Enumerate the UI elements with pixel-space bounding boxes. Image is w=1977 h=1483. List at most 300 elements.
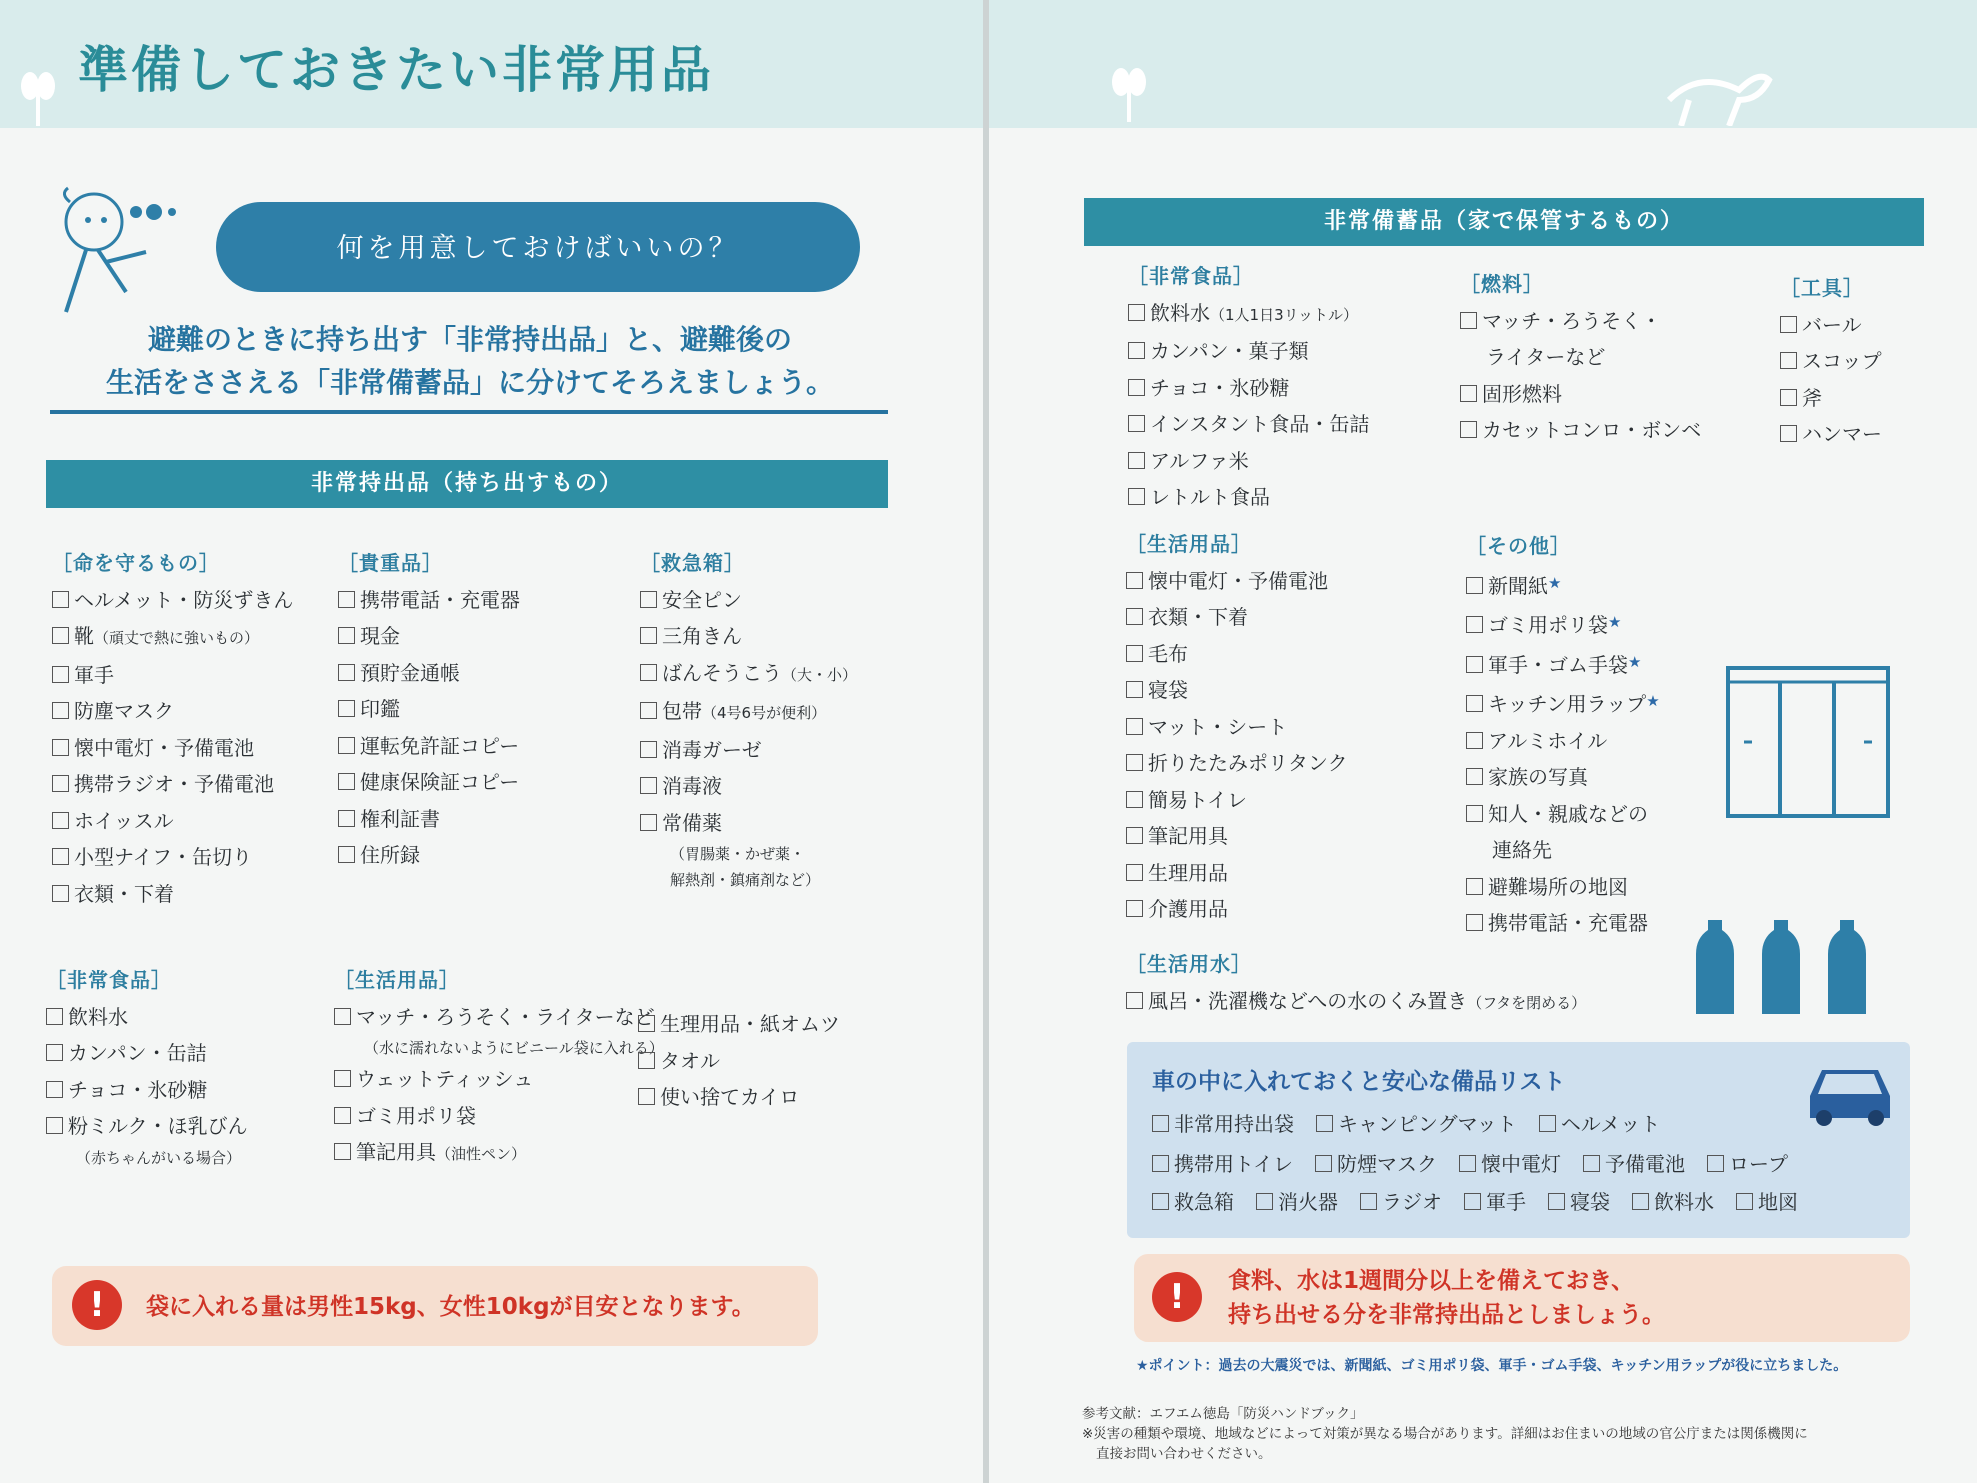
checkbox[interactable]: [1128, 379, 1145, 396]
checklist-item-label: 筆記用具: [1148, 824, 1228, 848]
checklist-item[interactable]: [52, 803, 293, 840]
checklist-item-label: 固形燃料: [1482, 381, 1562, 406]
car-list-item[interactable]: [1152, 1152, 1293, 1176]
checklist-item-label: 包帯: [662, 699, 702, 723]
checklist-item-label: 毛布: [1148, 641, 1188, 666]
car-list-item[interactable]: [1548, 1190, 1610, 1214]
section-note: （赤ちゃんがいる場合）: [76, 1148, 242, 1167]
checkbox[interactable]: [640, 591, 657, 608]
checkbox[interactable]: [1126, 864, 1143, 881]
reference-note: 参考文献：エフエム徳島「防災ハンドブック」: [1082, 1406, 1364, 1422]
section-fuel: [1460, 266, 1701, 449]
car-list-item[interactable]: [1583, 1152, 1685, 1176]
car-list-item[interactable]: [1459, 1152, 1561, 1176]
checkbox[interactable]: [1126, 608, 1143, 625]
section-note: （胃腸薬・かぜ薬・: [670, 845, 806, 863]
checklist-item-note: （大・小）: [782, 665, 858, 684]
car-list-item[interactable]: [1539, 1112, 1660, 1136]
checklist-item[interactable]: [334, 1134, 664, 1173]
section-note: （水に濡れないようにビニール袋に入れる）: [364, 1039, 664, 1057]
checklist-item[interactable]: [1466, 604, 1660, 644]
checkbox[interactable]: [1126, 718, 1143, 735]
checklist-item-label: 筆記用具: [356, 1140, 436, 1164]
section-utility-water: [1126, 946, 1586, 1021]
checkbox[interactable]: [46, 1008, 63, 1025]
checklist-item-note: （4号6号が便利）: [702, 704, 827, 722]
exclamation-icon: !: [1152, 1272, 1202, 1322]
checklist-item[interactable]: [338, 655, 520, 692]
checklist-item-label: 避難場所の地図: [1488, 874, 1628, 899]
checklist-item-label: 現金: [360, 624, 400, 648]
checklist-item[interactable]: [640, 618, 857, 655]
checkbox[interactable]: [1126, 681, 1143, 698]
section-first-aid: [640, 545, 857, 893]
checkbox[interactable]: [52, 848, 69, 865]
checklist-item-label: 安全ピン: [662, 587, 742, 612]
checklist-item[interactable]: [52, 582, 293, 619]
checklist-item[interactable]: [1126, 599, 1348, 636]
checkbox[interactable]: [1316, 1115, 1333, 1132]
car-list-item[interactable]: [1152, 1112, 1294, 1136]
checkbox[interactable]: [1780, 316, 1797, 333]
checkbox[interactable]: [638, 1052, 655, 1069]
checklist-item[interactable]: [52, 730, 293, 767]
checkbox[interactable]: [1707, 1155, 1724, 1172]
checklist-item-label: 飲料水: [68, 1004, 128, 1029]
checklist-item-label: 折りたたみポリタンク: [1148, 751, 1348, 775]
checklist-item-label: 粉ミルク・ほ乳びん: [68, 1114, 248, 1138]
checkbox[interactable]: [52, 739, 69, 756]
checklist-item-label: 権利証書: [360, 806, 440, 831]
checklist-item-label: 印鑑: [360, 697, 400, 721]
checkbox[interactable]: [1466, 878, 1483, 895]
checklist-item[interactable]: [1128, 443, 1369, 480]
checkbox[interactable]: [1315, 1155, 1332, 1172]
checklist-item[interactable]: [1466, 644, 1660, 684]
checklist-item[interactable]: [52, 693, 293, 730]
checkbox[interactable]: [1466, 656, 1483, 673]
checklist-item-label: 簡易トイレ: [1148, 787, 1247, 812]
checklist-item-label: 介護用品: [1148, 897, 1228, 921]
section-stock-daily-goods: [1126, 526, 1348, 928]
weight-warning-text: 袋に入れる量は男性15kg、女性10kgが目安となります。: [146, 1294, 755, 1320]
checkbox[interactable]: [1466, 695, 1483, 712]
checklist-item[interactable]: [1466, 869, 1660, 906]
lead-text: [50, 318, 890, 404]
checkbox[interactable]: [1128, 488, 1145, 505]
checklist-item[interactable]: [338, 764, 520, 801]
section-other: [1466, 528, 1660, 942]
checklist-item[interactable]: [1128, 295, 1369, 334]
checklist-item[interactable]: [1128, 333, 1369, 370]
checklist-item-label: 運転免許証コピー: [360, 733, 520, 758]
checkbox[interactable]: [52, 666, 69, 683]
checklist-item-label: カセットコンロ・ボンベ: [1482, 418, 1702, 442]
checkbox[interactable]: [52, 591, 69, 608]
checkbox[interactable]: [1466, 805, 1483, 822]
car-list-row-3: [1152, 1186, 1820, 1215]
checkbox[interactable]: [338, 664, 355, 681]
disclaimer-note: [1082, 1424, 1808, 1464]
checkbox[interactable]: [46, 1117, 63, 1134]
car-list-item[interactable]: [1256, 1190, 1338, 1214]
checklist-item[interactable]: [334, 999, 664, 1036]
checklist-item[interactable]: [338, 691, 520, 728]
checklist-item[interactable]: [1466, 759, 1660, 796]
section-heading: ［その他］: [1466, 534, 1571, 558]
checkbox[interactable]: [1128, 415, 1145, 432]
checklist-item[interactable]: [1780, 416, 1882, 453]
checklist-item-label: ハンマー: [1802, 422, 1882, 446]
checklist-item[interactable]: [52, 876, 293, 913]
checkbox[interactable]: [52, 702, 69, 719]
checkbox[interactable]: [1583, 1155, 1600, 1172]
water-bottles-icon: [1694, 918, 1886, 1018]
checkbox[interactable]: [640, 777, 657, 794]
carry-out-banner: 非常持出品（持ち出すもの）: [46, 460, 888, 508]
car-list-item-label: 救急箱: [1174, 1190, 1234, 1214]
checklist-item[interactable]: [1460, 303, 1701, 340]
checklist-item[interactable]: [1780, 307, 1882, 344]
checklist-item-label: 生理用品・紙オムツ: [660, 1012, 840, 1036]
checklist-item[interactable]: [1128, 406, 1369, 443]
checklist-item[interactable]: [338, 837, 520, 874]
checklist-item[interactable]: [338, 582, 520, 619]
checkbox[interactable]: [1126, 827, 1143, 844]
checkbox[interactable]: [1152, 1155, 1169, 1172]
left-page: [0, 0, 983, 1483]
checklist-item-label: 健康保険証コピー: [360, 770, 520, 794]
checklist-item[interactable]: [1126, 891, 1348, 928]
checklist-item[interactable]: [1126, 782, 1348, 819]
checklist-item[interactable]: [1460, 376, 1701, 413]
checklist-item-label: 靴: [74, 624, 94, 648]
checkbox[interactable]: [1548, 1193, 1565, 1210]
checklist-item[interactable]: [338, 728, 520, 765]
checklist-item-label: マッチ・ろうそく・: [1482, 308, 1662, 333]
checklist-item[interactable]: [640, 805, 857, 842]
checklist-item[interactable]: [52, 766, 293, 803]
checklist-item-label: 寝袋: [1148, 678, 1188, 702]
star-mark-icon: ★: [1646, 692, 1660, 710]
disclaimer-line-1: ※災害の種類や環境、地域などによって対策が異なる場合があります。詳細はお住まいの地域の官公庁または関係機関に: [1082, 1426, 1808, 1442]
checklist-item[interactable]: [1126, 818, 1348, 855]
car-list-item[interactable]: [1632, 1190, 1714, 1214]
car-list-item[interactable]: [1152, 1190, 1234, 1214]
checklist-item-label: バール: [1802, 312, 1862, 337]
checkbox[interactable]: [1466, 914, 1483, 931]
checklist-item[interactable]: [334, 1098, 664, 1135]
checklist-item-label: 衣類・下着: [74, 881, 174, 906]
checklist-item[interactable]: [1126, 672, 1348, 709]
section-heading: ［生活用品］: [1126, 532, 1252, 556]
checkbox[interactable]: [638, 1088, 655, 1105]
section-heading: ［非常食品］: [1128, 264, 1254, 288]
checkbox[interactable]: [640, 664, 657, 681]
checklist-item-label: 衣類・下着: [1148, 605, 1248, 629]
checklist-item-label: 生理用品: [1148, 860, 1228, 885]
section-heading: ［生活用品］: [334, 968, 460, 992]
checkbox[interactable]: [1539, 1115, 1556, 1132]
checklist-item[interactable]: [1126, 636, 1348, 673]
checklist-item-label: レトルト食品: [1150, 485, 1270, 509]
checkbox[interactable]: [1126, 992, 1143, 1009]
checklist-item[interactable]: [640, 732, 857, 769]
checkbox[interactable]: [334, 1070, 351, 1087]
checkbox[interactable]: [1459, 1155, 1476, 1172]
checkbox[interactable]: [1152, 1115, 1169, 1132]
checklist-item-label: 懐中電灯・予備電池: [74, 735, 254, 760]
checklist-item-label: 斧: [1802, 385, 1822, 410]
car-icon: [1800, 1056, 1900, 1128]
checkbox[interactable]: [1632, 1193, 1649, 1210]
checklist-item[interactable]: [1460, 412, 1701, 449]
checkbox[interactable]: [338, 700, 355, 717]
checklist-item[interactable]: [52, 657, 293, 694]
car-list-item[interactable]: [1315, 1152, 1437, 1176]
checklist-item-label: スコップ: [1802, 349, 1882, 373]
checkbox[interactable]: [640, 627, 657, 644]
checkbox[interactable]: [1466, 577, 1483, 594]
checklist-item[interactable]: [1126, 983, 1586, 1022]
checklist-item-label: マット・シート: [1148, 714, 1288, 739]
checklist-item-label: 消毒ガーゼ: [662, 737, 762, 762]
checklist-item[interactable]: [1126, 745, 1348, 782]
checklist-item-label: 軍手: [74, 662, 114, 687]
car-list-item-label: キャンピングマット: [1338, 1112, 1517, 1136]
car-list-item-label: 懐中電灯: [1481, 1152, 1561, 1176]
checkbox[interactable]: [338, 773, 355, 790]
checklist-item[interactable]: [1466, 565, 1660, 605]
checkbox[interactable]: [334, 1143, 351, 1160]
car-list-item-label: 非常用持出袋: [1174, 1112, 1294, 1136]
checklist-item-label: 携帯電話・充電器: [1488, 911, 1648, 935]
checklist-item-label: カンパン・缶詰: [68, 1041, 207, 1065]
checkbox[interactable]: [338, 737, 355, 754]
checklist-item[interactable]: [1128, 370, 1369, 407]
section-emergency-food: [46, 962, 248, 1171]
section-heading: ［貴重品］: [338, 551, 443, 575]
checkbox[interactable]: [1464, 1193, 1481, 1210]
checklist-item[interactable]: [1466, 832, 1660, 869]
car-list-item-label: 防煙マスク: [1337, 1152, 1437, 1176]
checkbox[interactable]: [638, 1015, 655, 1032]
car-list-row-1: [1152, 1108, 1682, 1137]
checklist-item[interactable]: [640, 768, 857, 805]
sprout-decoration-icon: [18, 60, 58, 126]
checklist-item-label: 風呂・洗濯機などへの水のくみ置き: [1148, 988, 1468, 1013]
checkbox[interactable]: [1460, 385, 1477, 402]
checklist-item-label: カンパン・菓子類: [1150, 339, 1309, 363]
car-list-item-label: ロープ: [1729, 1152, 1788, 1176]
checklist-item-note: （油性ペン）: [436, 1145, 527, 1163]
checkbox[interactable]: [52, 627, 69, 644]
checklist-item-label: 飲料水: [1150, 300, 1210, 325]
checkbox[interactable]: [1780, 389, 1797, 406]
disclaimer-line-2: 直接お問い合わせください。: [1096, 1446, 1272, 1462]
checkbox[interactable]: [1460, 312, 1477, 329]
checklist-item[interactable]: [640, 655, 857, 694]
checklist-item-label: 軍手・ゴム手袋: [1488, 652, 1628, 677]
section-tools: [1780, 270, 1882, 453]
checklist-item[interactable]: [1126, 563, 1348, 600]
checkbox[interactable]: [338, 627, 355, 644]
checklist-item[interactable]: [46, 1072, 248, 1109]
checklist-item[interactable]: [1460, 339, 1701, 376]
checklist-item[interactable]: [640, 693, 857, 732]
checklist-item[interactable]: [1126, 709, 1348, 746]
dog-decoration-icon: [1659, 50, 1779, 126]
checklist-item[interactable]: [1466, 796, 1660, 833]
section-heading: ［非常食品］: [46, 968, 172, 992]
checkbox[interactable]: [46, 1081, 63, 1098]
checkbox[interactable]: [1466, 732, 1483, 749]
star-mark-icon: ★: [1608, 613, 1622, 631]
lead-line-2: 生活をささえる「非常備蓄品」に分けてそろえましょう。: [105, 366, 834, 399]
car-list-item[interactable]: [1464, 1190, 1526, 1214]
section-valuables: [338, 545, 520, 874]
checklist-item-label: アルミホイル: [1488, 728, 1608, 753]
lead-line-1: 避難のときに持ち出す「非常持出品」と、避難後の: [147, 323, 792, 356]
checkbox[interactable]: [1126, 754, 1143, 771]
page-title: 準備しておきたい非常用品: [78, 41, 714, 99]
car-list-item-label: 軍手: [1486, 1190, 1526, 1214]
section-heading: ［工具］: [1780, 276, 1864, 300]
checklist-item-label: 知人・親戚などの: [1488, 801, 1648, 826]
star-mark-icon: ★: [1548, 573, 1562, 592]
checklist-item[interactable]: [338, 801, 520, 838]
checklist-item-label: マッチ・ろうそく・ライターなど: [356, 1004, 655, 1029]
checklist-item[interactable]: [334, 1061, 664, 1098]
checkbox[interactable]: [1780, 425, 1797, 442]
checklist-item-label: 預貯金通帳: [360, 660, 460, 685]
checklist-item[interactable]: [1780, 380, 1882, 417]
checklist-item-label: ゴミ用ポリ袋: [1488, 613, 1608, 637]
checklist-item-label: ゴミ用ポリ袋: [356, 1103, 476, 1128]
checkbox[interactable]: [1256, 1193, 1273, 1210]
star-mark-icon: ★: [1628, 652, 1642, 671]
checklist-item-note: （頑丈で熱に強いもの）: [94, 629, 260, 647]
checkbox[interactable]: [1126, 900, 1143, 917]
checkbox[interactable]: [640, 702, 657, 719]
checkbox[interactable]: [1128, 452, 1145, 469]
point-note: ★ポイント：過去の大震災では、新聞紙、ゴミ用ポリ袋、軍手・ゴム手袋、キッチン用ラップが役に立ちました。: [1136, 1358, 1848, 1374]
stock-warning-line-1: 食料、水は1週間分以上を備えておき、: [1228, 1268, 1635, 1294]
checklist-item[interactable]: [52, 839, 293, 876]
checklist-item-label: 住所録: [360, 843, 420, 867]
car-list-title: 車の中に入れておくと安心な備品リスト: [1152, 1069, 1566, 1095]
car-list-item-label: 携帯用トイレ: [1174, 1152, 1293, 1176]
checklist-item-label: チョコ・氷砂糖: [68, 1077, 208, 1102]
car-list-item[interactable]: [1316, 1112, 1517, 1136]
checklist-item[interactable]: [1780, 343, 1882, 380]
checkbox[interactable]: [1780, 352, 1797, 369]
checklist-item[interactable]: [1466, 723, 1660, 760]
checklist-item-label: ライターなど: [1486, 345, 1606, 369]
checklist-item[interactable]: [52, 618, 293, 657]
checklist-item-label: ウェットティッシュ: [356, 1067, 534, 1091]
car-list-item[interactable]: [1736, 1190, 1798, 1214]
car-list-item[interactable]: [1360, 1190, 1442, 1214]
car-list-item-label: ラジオ: [1382, 1190, 1442, 1214]
checklist-item[interactable]: [638, 1043, 840, 1080]
stockpile-banner: 非常備蓄品（家で保管するもの）: [1084, 198, 1924, 246]
sprout-decoration-icon: [1109, 56, 1149, 122]
checklist-item[interactable]: [46, 1108, 248, 1145]
checkbox[interactable]: [338, 810, 355, 827]
checkbox[interactable]: [1126, 572, 1143, 589]
checklist-item-label: 携帯ラジオ・予備電池: [74, 772, 274, 796]
checkbox[interactable]: [334, 1008, 351, 1025]
checklist-item-label: 携帯電話・充電器: [360, 587, 520, 612]
checkbox[interactable]: [338, 591, 355, 608]
checkbox[interactable]: [1126, 645, 1143, 662]
checklist-item[interactable]: [1466, 683, 1660, 723]
checklist-item[interactable]: [640, 582, 857, 619]
character-illustration-icon: [36, 182, 176, 322]
checklist-item[interactable]: [638, 1079, 840, 1116]
section-heading: ［救急箱］: [640, 551, 745, 575]
checkbox[interactable]: [1128, 304, 1145, 321]
section-stock-food: [1128, 258, 1369, 516]
checklist-item[interactable]: [1126, 855, 1348, 892]
section-note: 解熱剤・鎮痛剤など）: [670, 871, 821, 889]
car-list-item[interactable]: [1707, 1152, 1788, 1176]
checkbox[interactable]: [1152, 1193, 1169, 1210]
stock-warning-line-2: 持ち出せる分を非常持出品としましょう。: [1228, 1302, 1665, 1328]
checkbox[interactable]: [1128, 342, 1145, 359]
checkbox[interactable]: [640, 814, 657, 831]
checkbox[interactable]: [1460, 421, 1477, 438]
checkbox[interactable]: [1126, 791, 1143, 808]
checkbox[interactable]: [52, 812, 69, 829]
checklist-item-note: （1人1日3リットル）: [1210, 305, 1359, 324]
checkbox[interactable]: [338, 846, 355, 863]
exclamation-icon: !: [72, 1280, 122, 1330]
checklist-item-label: ヘルメット・防災ずきん: [74, 587, 294, 612]
checklist-item[interactable]: [1128, 479, 1369, 516]
checklist-item[interactable]: [1466, 905, 1660, 942]
checkbox[interactable]: [1466, 768, 1483, 785]
checklist-item-label: ホイッスル: [74, 808, 174, 833]
checklist-item-label: タオル: [660, 1048, 720, 1073]
checkbox[interactable]: [52, 885, 69, 902]
checklist-item[interactable]: [46, 999, 248, 1036]
section-daily-goods: [334, 962, 664, 1173]
checklist-item-label: 三角きん: [662, 624, 742, 648]
car-list-row-2: [1152, 1148, 1810, 1177]
checkbox[interactable]: [334, 1107, 351, 1124]
checklist-item-label: ばんそうこう: [662, 660, 782, 685]
checkbox[interactable]: [52, 775, 69, 792]
car-list-item-label: 飲料水: [1654, 1190, 1714, 1214]
checkbox[interactable]: [46, 1044, 63, 1061]
car-list-item-label: ヘルメット: [1560, 1112, 1661, 1136]
checklist-item-label: アルファ米: [1150, 448, 1249, 473]
checklist-item-label: 使い捨てカイロ: [660, 1085, 800, 1109]
checklist-item[interactable]: [638, 1006, 840, 1043]
checklist-item-label: 家族の写真: [1488, 765, 1588, 789]
checklist-item[interactable]: [46, 1035, 248, 1072]
checklist-item[interactable]: [338, 618, 520, 655]
checklist-item-label: キッチン用ラップ: [1488, 692, 1647, 716]
stock-warning-text: [1228, 1264, 1665, 1332]
checkbox[interactable]: [640, 741, 657, 758]
section-daily-goods-more: [638, 1006, 840, 1116]
checkbox[interactable]: [1360, 1193, 1377, 1210]
checkbox[interactable]: [1466, 616, 1483, 633]
checkbox[interactable]: [1736, 1193, 1753, 1210]
